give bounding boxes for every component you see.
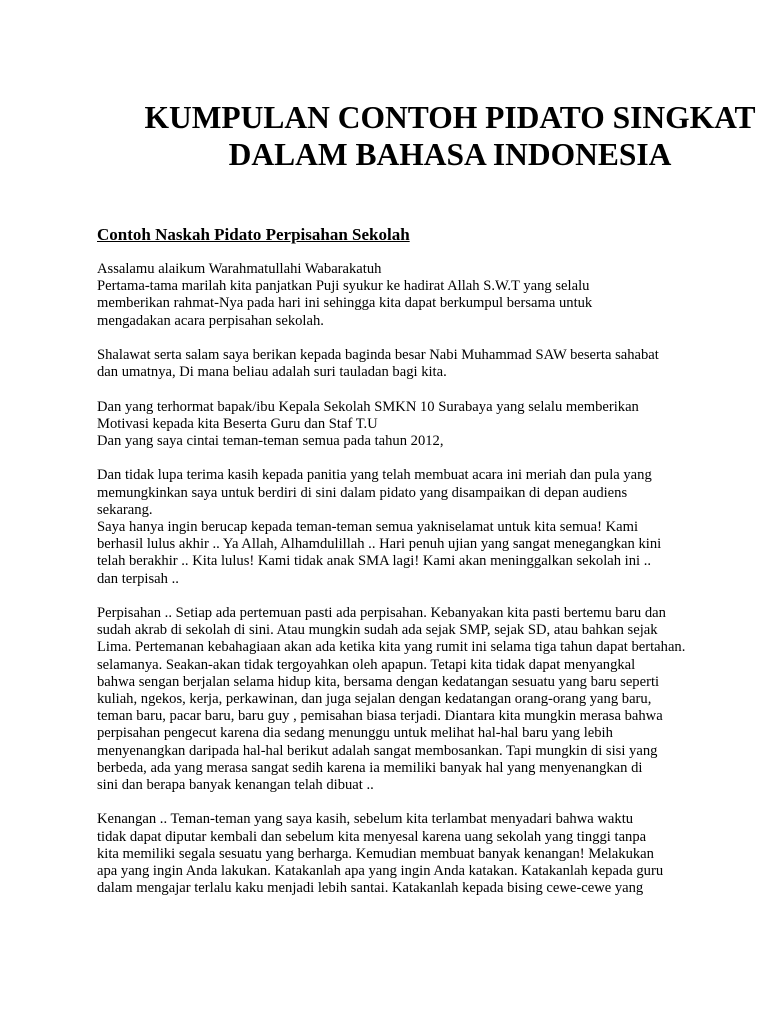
text-line: dan umatnya, Di mana beliau adalah suri tauladan bagi kita. (97, 364, 447, 381)
paragraph-kenangan (97, 811, 687, 897)
document-title (100, 99, 768, 173)
text-line: sekarang. (97, 501, 153, 518)
text-line: Saya hanya ingin berucap kepada teman-teman semua yakniselamat untuk kita semua! Kami (97, 519, 638, 535)
text-line: Dan tidak lupa terima kasih kepada panitia yang telah membuat acara ini meriah dan pula yang (97, 467, 652, 484)
text-line: mengadakan acara perpisahan sekolah. (97, 312, 324, 329)
speech-body (97, 261, 687, 915)
text-line: berhasil lulus akhir .. Ya Allah, Alhamdulillah .. Hari penuh ujian yang sangat menegangkan kini (97, 536, 662, 553)
text-line: berbeda, ada yang merasa sangat sedih karena ia memiliki banyak hal yang menyenangkan di (97, 759, 643, 776)
text-line: Dan yang terhormat bapak/ibu Kepala Sekolah SMKN 10 Surabaya yang selalu memberikan (97, 398, 639, 415)
paragraph-thanks (97, 467, 687, 587)
paragraph-shalawat (97, 347, 687, 381)
text-line: sudah akrab di sekolah di sini. Atau mungkin sudah ada sejak SMP, sejak SD, atau bahkan sejak (97, 622, 658, 639)
section-heading: Contoh Naskah Pidato Perpisahan Sekolah (97, 225, 410, 244)
text-line: sini dan berapa banyak kenangan telah dibuat .. (97, 777, 374, 794)
text-line: Assalamu alaikum Warahmatullahi Wabarakatuh (97, 261, 382, 277)
text-line: Perpisahan .. Setiap ada pertemuan pasti ada perpisahan. Kebanyakan kita pasti bertemu baru dan (97, 605, 666, 621)
text-line: kita memiliki segala sesuatu yang berharga. Kemudian membuat banyak kenangan! Melakukan (97, 845, 654, 862)
text-line: selamanya. Seakan-akan tidak tergoyahkan oleh apapun. Tetapi kita tidak dapat menyangkal (97, 656, 636, 673)
text-line: kuliah, ngekos, kerja, perkawinan, dan juga sejalan dengan kedatangan orang-orang yang baru, (97, 691, 652, 708)
text-line: apa yang ingin Anda lakukan. Katakanlah apa yang ingin Anda katakan. Katakanlah kepada guru (97, 863, 664, 880)
text-line: Lima. Pertemanan kebahagiaan akan ada ketika kita yang rumit ini selama tiga tahun dapat bertahan. (97, 639, 686, 656)
document-title-line: DALAM BAHASA INDONESIA (228, 137, 672, 172)
text-line: Shalawat serta salam saya berikan kepada baginda besar Nabi Muhammad SAW beserta sahabat (97, 347, 659, 363)
text-line: Pertama-tama marilah kita panjatkan Puji syukur ke hadirat Allah S.W.T yang selalu (97, 278, 590, 295)
text-line: tidak dapat diputar kembali dan sebelum kita menyesal karena uang sekolah yang tinggi tanpa (97, 828, 647, 845)
text-line: memungkinkan saya untuk berdiri di sini dalam pidato yang disampaikan di depan audiens (97, 484, 628, 501)
text-line: memberikan rahmat-Nya pada hari ini sehingga kita dapat berkumpul bersama untuk (97, 295, 593, 312)
paragraph-respects (97, 399, 687, 451)
text-line: bahwa sengan berjalan selama hidup kita, bersama dengan kedatangan sesuatu yang baru seperti (97, 673, 660, 690)
text-line: dalam mengajar terlalu kaku menjadi lebih santai. Katakanlah kepada bising cewe-cewe yang (97, 880, 644, 897)
document-title-line: KUMPULAN CONTOH PIDATO SINGKAT (144, 100, 756, 135)
text-line: menyenangkan daripada hal-hal berikut adalah sangat membosankan. Tapi mungkin di sisi yang (97, 742, 658, 759)
text-line: dan terpisah .. (97, 570, 179, 587)
paragraph-perpisahan (97, 605, 687, 794)
text-line: Motivasi kepada kita Beserta Guru dan Staf T.U (97, 415, 378, 432)
text-line: perpisahan pengecut karena dia sedang menunggu untuk melihat hal-hal baru yang lebih (97, 725, 613, 742)
text-line: teman baru, pacar baru, baru guy , pemisahan biasa terjadi. Diantara kita mungkin merasa bahwa (97, 708, 663, 725)
text-line: Dan yang saya cintai teman-teman semua pada tahun 2012, (97, 433, 444, 449)
text-line: telah berakhir .. Kita lulus! Kami tidak anak SMA lagi! Kami akan meninggalkan sekolah ini .. (97, 553, 652, 570)
paragraph-greeting (97, 261, 687, 330)
text-line: Kenangan .. Teman-teman yang saya kasih, sebelum kita terlambat menyadari bahwa waktu (97, 811, 634, 828)
